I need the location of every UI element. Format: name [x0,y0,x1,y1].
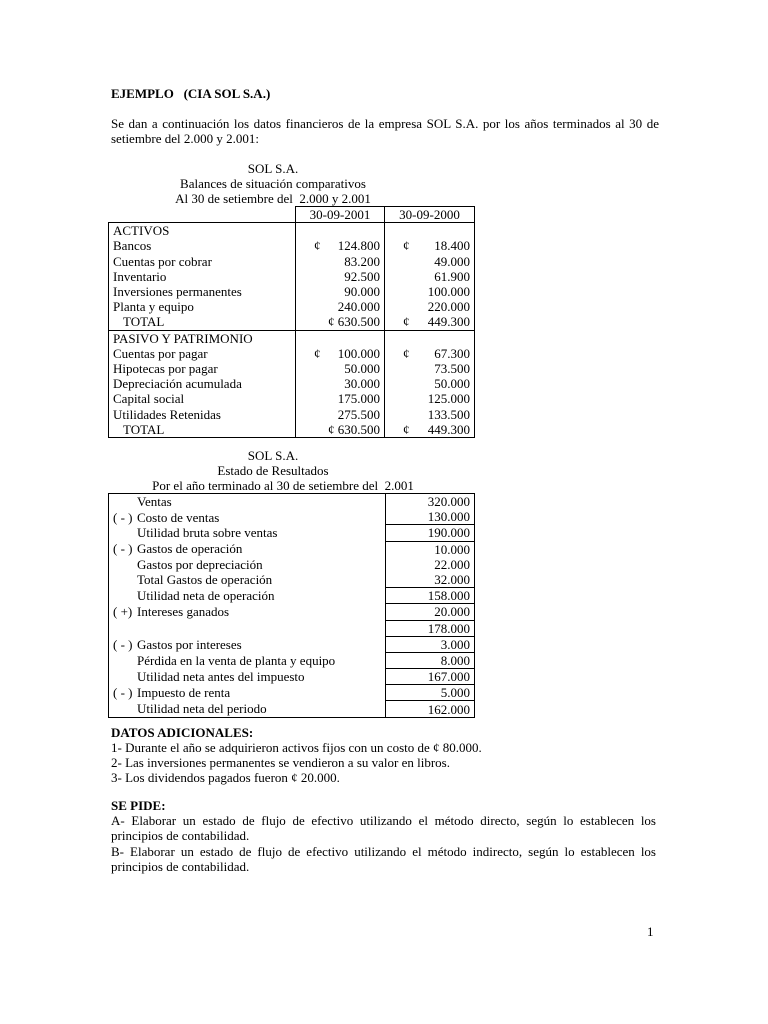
total-2001: ¢ 630.500 [296,422,385,438]
amount: 449.300 [427,421,470,437]
column-header-2001: 30-09-2001 [296,207,385,223]
amount: 73.500 [434,360,470,376]
currency-symbol: ¢ [403,345,410,361]
value-2001 [296,269,385,284]
amount: 92.500 [344,268,380,284]
balance-row [109,376,475,391]
income-label-text: Gastos por intereses [137,636,242,652]
balance-row [109,284,475,299]
currency-symbol [300,269,314,284]
income-label [109,572,386,588]
income-date: Por el año terminado al 30 de setiembre del 2.001 [152,478,414,493]
amount: 133.500 [427,406,470,422]
balance-row [109,361,475,376]
currency-symbol [389,407,403,422]
income-value: 3.000 [386,636,475,652]
balance-row [109,269,475,284]
balance-header-row [109,207,475,223]
total-2000 [385,314,475,330]
balance-subtitle: Balances de situación comparativos [180,176,366,191]
currency-symbol [300,254,314,269]
value-2001 [296,284,385,299]
balance-row [109,299,475,314]
empty-cell [296,223,385,239]
amount: 100.000 [427,284,470,300]
income-label-text: Utilidad neta antes del impuesto [137,669,305,685]
income-value: 8.000 [386,652,475,668]
currency-symbol [389,269,403,284]
currency-symbol [389,391,403,406]
income-value: 22.000 [386,557,475,572]
balance-row [109,254,475,269]
income-row [109,525,475,541]
assets-heading [109,223,475,239]
income-label [109,685,386,701]
value-2000 [385,254,475,269]
income-row [109,604,475,620]
value-2001 [296,391,385,406]
income-row [109,669,475,685]
income-row [109,494,475,510]
income-label [109,557,386,572]
currency-symbol: ¢ [403,421,410,437]
income-subtitle: Estado de Resultados [217,463,329,478]
value-2001 [296,238,385,253]
income-label [109,494,386,510]
balance-row [109,346,475,361]
currency-symbol: ¢ [403,314,410,330]
currency-symbol: ¢ [403,238,410,254]
amount: 18.400 [434,238,470,254]
amount: 100.000 [337,345,380,361]
income-label-text: Intereses ganados [137,604,230,620]
currency-symbol [389,254,403,269]
amount: 125.000 [427,391,470,407]
empty-cell [296,330,385,346]
row-label: Cuentas por pagar [109,346,296,361]
amount: 90.000 [344,284,380,300]
income-value: 167.000 [386,669,475,685]
value-2001 [296,346,385,361]
currency-symbol [389,361,403,376]
income-value: 320.000 [386,494,475,510]
value-2000 [385,284,475,299]
balance-company: SOL S.A. [247,161,299,176]
income-label [109,604,386,620]
assets-heading-label: ACTIVOS [109,223,296,239]
income-prefix: ( +) [113,604,133,620]
income-row [109,541,475,557]
income-label-text: Total Gastos de operación [137,572,273,588]
income-value: 162.000 [386,701,475,717]
income-label [109,636,386,652]
income-label [109,525,386,541]
tasks-heading: SE PIDE: [111,798,166,813]
value-2000 [385,376,475,391]
income-label-text: Costo de ventas [137,509,220,525]
income-label-text: Impuesto de renta [137,685,231,701]
income-row [109,509,475,525]
income-row [109,588,475,604]
income-value: 190.000 [386,525,475,541]
income-value: 5.000 [386,685,475,701]
intro-paragraph: Se dan a continuación los datos financieros de la empresa SOL S.A. por los años terminados al 30 de setiembre del 2.000 y 2.001: [111,116,659,146]
currency-symbol [300,376,314,391]
currency-symbol [300,284,314,299]
income-row [109,572,475,588]
income-row [109,620,475,636]
amount: 83.200 [344,253,380,269]
amount: 124.800 [337,238,380,254]
liabilities-heading [109,330,475,346]
income-prefix: ( - ) [113,509,133,525]
row-label: Depreciación acumulada [109,376,296,391]
extra-item: 2- Las inversiones permanentes se vendieron a su valor en libros. [111,755,450,770]
income-table [108,493,475,718]
income-value: 130.000 [386,509,475,525]
income-label-text: Gastos de operación [137,541,243,557]
income-label [109,509,386,525]
balance-row [109,391,475,406]
amount: 240.000 [337,299,380,315]
page-number: 1 [647,924,654,939]
income-label [109,652,386,668]
value-2001 [296,361,385,376]
amount: 449.300 [427,314,470,330]
value-2001 [296,254,385,269]
total-label: TOTAL [109,422,296,438]
empty-cell [385,223,475,239]
value-2001 [296,299,385,314]
income-label-text: Pérdida en la venta de planta y equipo [137,652,336,668]
income-label-text: Utilidad neta del periodo [137,701,267,717]
extra-heading: DATOS ADICIONALES: [111,725,254,740]
currency-symbol [389,299,403,314]
income-company: SOL S.A. [247,448,299,463]
value-2000 [385,269,475,284]
value-2000 [385,346,475,361]
currency-symbol [300,407,314,422]
balance-row [109,406,475,421]
total-2001: ¢ 630.500 [296,314,385,330]
income-label-text: Gastos por depreciación [137,556,263,572]
income-label [109,669,386,685]
income-prefix: ( - ) [113,636,133,652]
value-2001 [296,376,385,391]
amount: 61.900 [434,268,470,284]
currency-symbol [389,376,403,391]
extra-item: 3- Los dividendos pagados fueron ¢ 20.000. [111,770,340,785]
amount: 220.000 [427,299,470,315]
income-label-text: Utilidad neta de operación [137,588,275,604]
amount: 50.000 [434,376,470,392]
income-row [109,557,475,572]
empty-cell [385,330,475,346]
row-label: Utilidades Retenidas [109,406,296,421]
income-value: 10.000 [386,541,475,557]
income-prefix: ( - ) [113,541,133,557]
income-label [109,701,386,717]
amount: 50.000 [344,360,380,376]
income-label-text: Utilidad bruta sobre ventas [137,525,278,541]
balance-row [109,238,475,253]
amount: 175.000 [337,391,380,407]
row-label: Planta y equipo [109,299,296,314]
total-2000 [385,422,475,438]
income-value: 158.000 [386,588,475,604]
balance-total-row [109,314,475,330]
income-prefix: ( - ) [113,685,133,701]
amount: 30.000 [344,376,380,392]
row-label: Inventario [109,269,296,284]
income-label [109,588,386,604]
balance-date: Al 30 de setiembre del 2.000 y 2.001 [175,191,371,206]
value-2000 [385,238,475,253]
row-label: Bancos [109,238,296,253]
income-value: 20.000 [386,604,475,620]
extra-item: 1- Durante el año se adquirieron activos fijos con un costo de ¢ 80.000. [111,740,482,755]
income-value: 32.000 [386,572,475,588]
row-label: Hipotecas por pagar [109,361,296,376]
total-label: TOTAL [109,314,296,330]
amount: 67.300 [434,345,470,361]
currency-symbol [389,284,403,299]
currency-symbol [300,361,314,376]
currency-symbol: ¢ [314,345,321,361]
value-2000 [385,299,475,314]
income-value: 178.000 [386,620,475,636]
income-label-text: Ventas [137,494,172,510]
value-2001 [296,406,385,421]
income-row [109,685,475,701]
currency-symbol [300,391,314,406]
value-2000 [385,361,475,376]
balance-total-row [109,422,475,438]
value-2000 [385,391,475,406]
income-label [109,620,386,636]
amount: 275.500 [337,406,380,422]
row-label: Cuentas por cobrar [109,254,296,269]
income-row [109,652,475,668]
value-2000 [385,406,475,421]
header-blank [109,207,296,223]
row-label: Capital social [109,391,296,406]
row-label: Inversiones permanentes [109,284,296,299]
amount: 49.000 [434,253,470,269]
income-row [109,701,475,717]
task-a: A- Elaborar un estado de flujo de efectivo utilizando el método directo, según lo establecen los principios de contabilidad. [111,813,656,843]
currency-symbol [300,299,314,314]
balance-table [108,206,475,438]
column-header-2000: 30-09-2000 [385,207,475,223]
liabilities-heading-label: PASIVO Y PATRIMONIO [109,330,296,346]
page-title: EJEMPLO (CIA SOL S.A.) [111,86,271,101]
task-b: B- Elaborar un estado de flujo de efectivo utilizando el método indirecto, según lo establecen los principios de contabilidad. [111,844,656,874]
income-label [109,541,386,557]
income-row [109,636,475,652]
currency-symbol: ¢ [314,238,321,254]
